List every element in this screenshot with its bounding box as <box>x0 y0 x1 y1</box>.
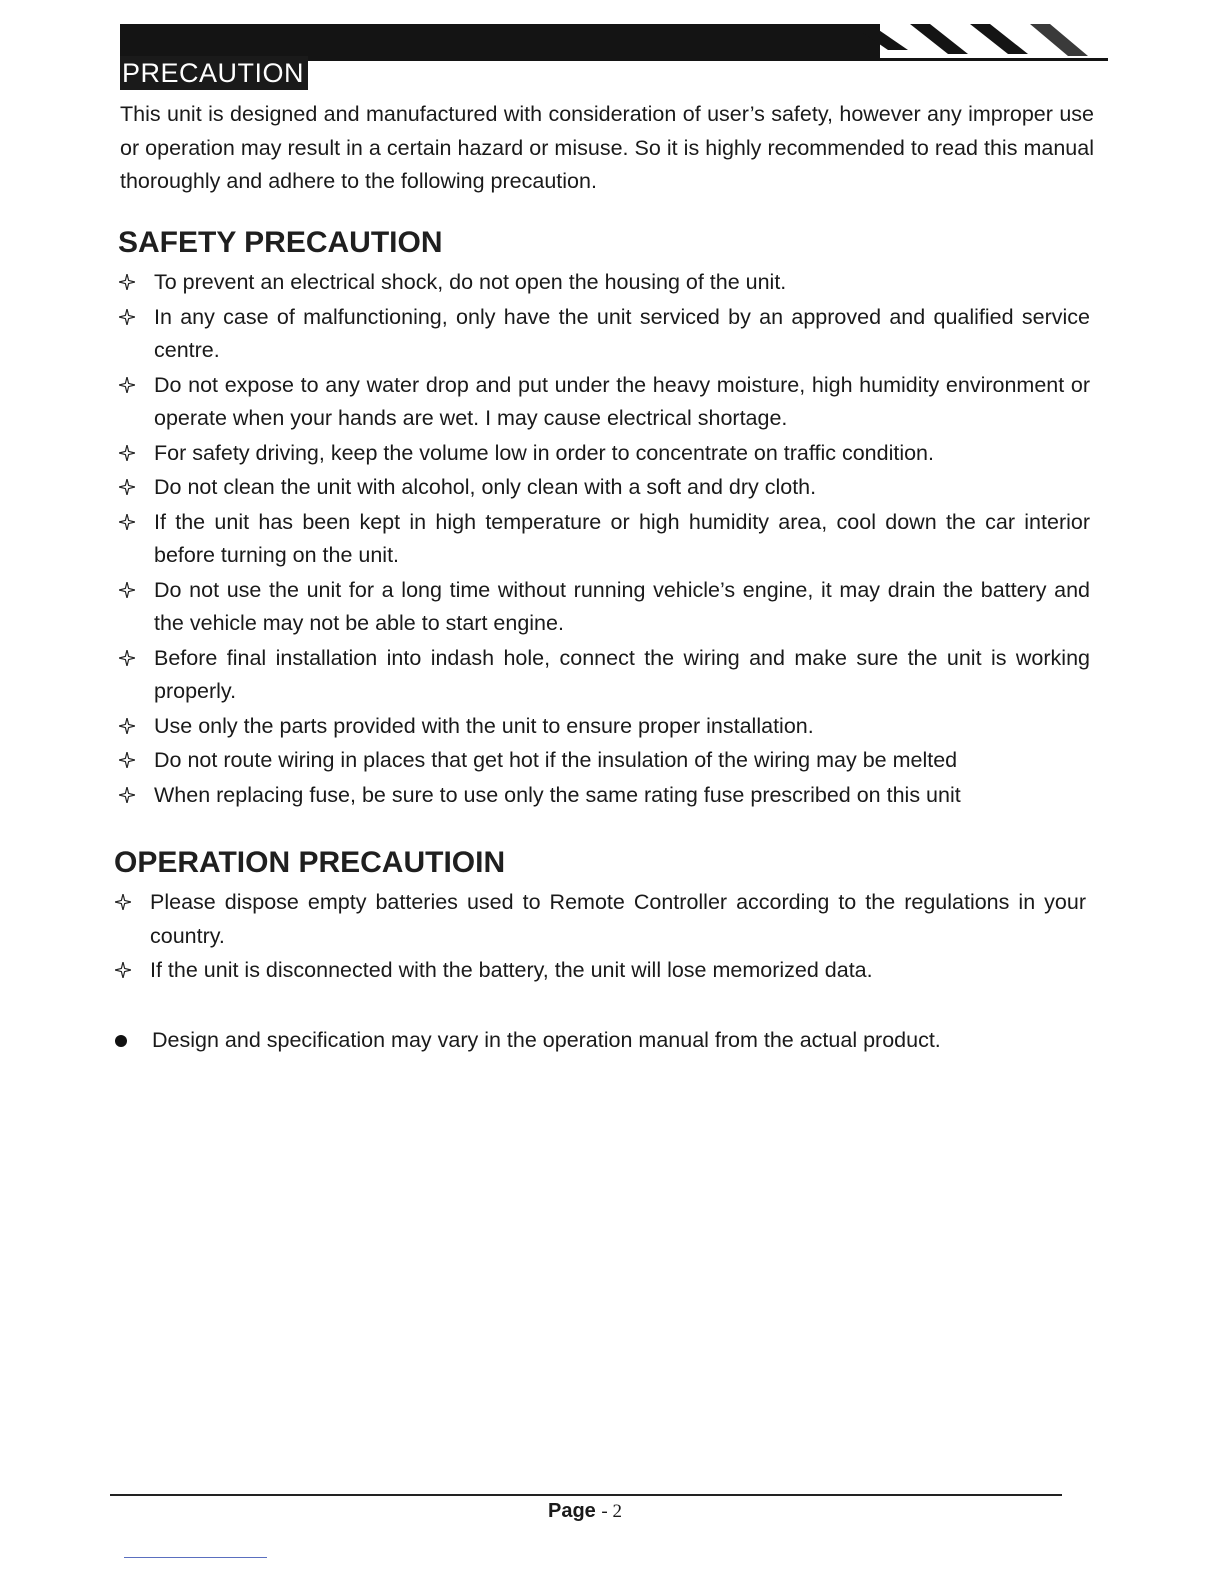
list-item: To prevent an electrical shock, do not open the housing of the unit. <box>118 266 1090 300</box>
header-stripes-decoration <box>850 20 1110 62</box>
list-item: Do not expose to any water drop and put under the heavy moisture, high humidity environment or operate when your hands are wet. I may cause electrical shortage. <box>118 369 1090 436</box>
list-item: Before final installation into indash hole, connect the wiring and make sure the unit is working properly. <box>118 642 1090 709</box>
star-bullet-icon <box>118 642 138 675</box>
safety-precaution-title: SAFETY PRECAUTION <box>118 226 443 259</box>
list-item: Do not clean the unit with alcohol, only clean with a soft and dry cloth. <box>118 471 1090 505</box>
list-item: When replacing fuse, be sure to use only the same rating fuse prescribed on this unit <box>118 779 1090 813</box>
list-item: In any case of malfunctioning, only have the unit serviced by an approved and qualified service centre. <box>118 301 1090 368</box>
list-item: Use only the parts provided with the unit to ensure proper installation. <box>118 710 1090 744</box>
star-bullet-icon <box>118 506 138 539</box>
scan-artifact-line <box>124 1557 267 1558</box>
star-bullet-icon <box>118 437 138 470</box>
operation-precaution-title: OPERATION PRECAUTIOIN <box>114 846 506 879</box>
page-label: Page <box>548 1500 596 1522</box>
star-bullet-icon <box>118 369 138 402</box>
footer-rule <box>110 1494 1062 1496</box>
list-item: If the unit has been kept in high temperature or high humidity area, cool down the car interior before turning on the unit. <box>118 506 1090 573</box>
star-bullet-icon <box>118 574 138 607</box>
star-bullet-icon <box>118 779 138 812</box>
design-note-text: Design and specification may vary in the operation manual from the actual product. <box>152 1028 941 1052</box>
star-bullet-icon <box>118 744 138 777</box>
safety-precaution-list <box>118 266 1090 813</box>
operation-precaution-list <box>114 886 1086 989</box>
list-item: Do not route wiring in places that get hot if the insulation of the wiring may be melted <box>118 744 1090 778</box>
star-bullet-icon <box>118 301 138 334</box>
star-bullet-icon <box>118 471 138 504</box>
page-number-value: - 2 <box>601 1501 622 1522</box>
star-bullet-icon <box>114 886 134 919</box>
page-number <box>548 1500 622 1523</box>
list-item: For safety driving, keep the volume low in order to concentrate on traffic condition. <box>118 437 1090 471</box>
list-item: If the unit is disconnected with the battery, the unit will lose memorized data. <box>114 954 1086 988</box>
list-item: Do not use the unit for a long time without running vehicle’s engine, it may drain the battery and the vehicle may not be able to start engine. <box>118 574 1090 641</box>
intro-paragraph: This unit is designed and manufactured with consideration of user’s safety, however any improper use or operation may result in a certain hazard or misuse. So it is highly recommended to read this manual thoroughly and adhere to the following precaution. <box>120 102 1094 193</box>
list-item: Please dispose empty batteries used to Remote Controller according to the regulations in your country. <box>114 886 1086 953</box>
star-bullet-icon <box>118 266 138 299</box>
bullet-dot-icon <box>115 1035 127 1047</box>
star-bullet-icon <box>118 710 138 743</box>
star-bullet-icon <box>114 954 134 987</box>
section-header-label: PRECAUTION <box>120 56 308 90</box>
header-bar <box>120 24 880 60</box>
